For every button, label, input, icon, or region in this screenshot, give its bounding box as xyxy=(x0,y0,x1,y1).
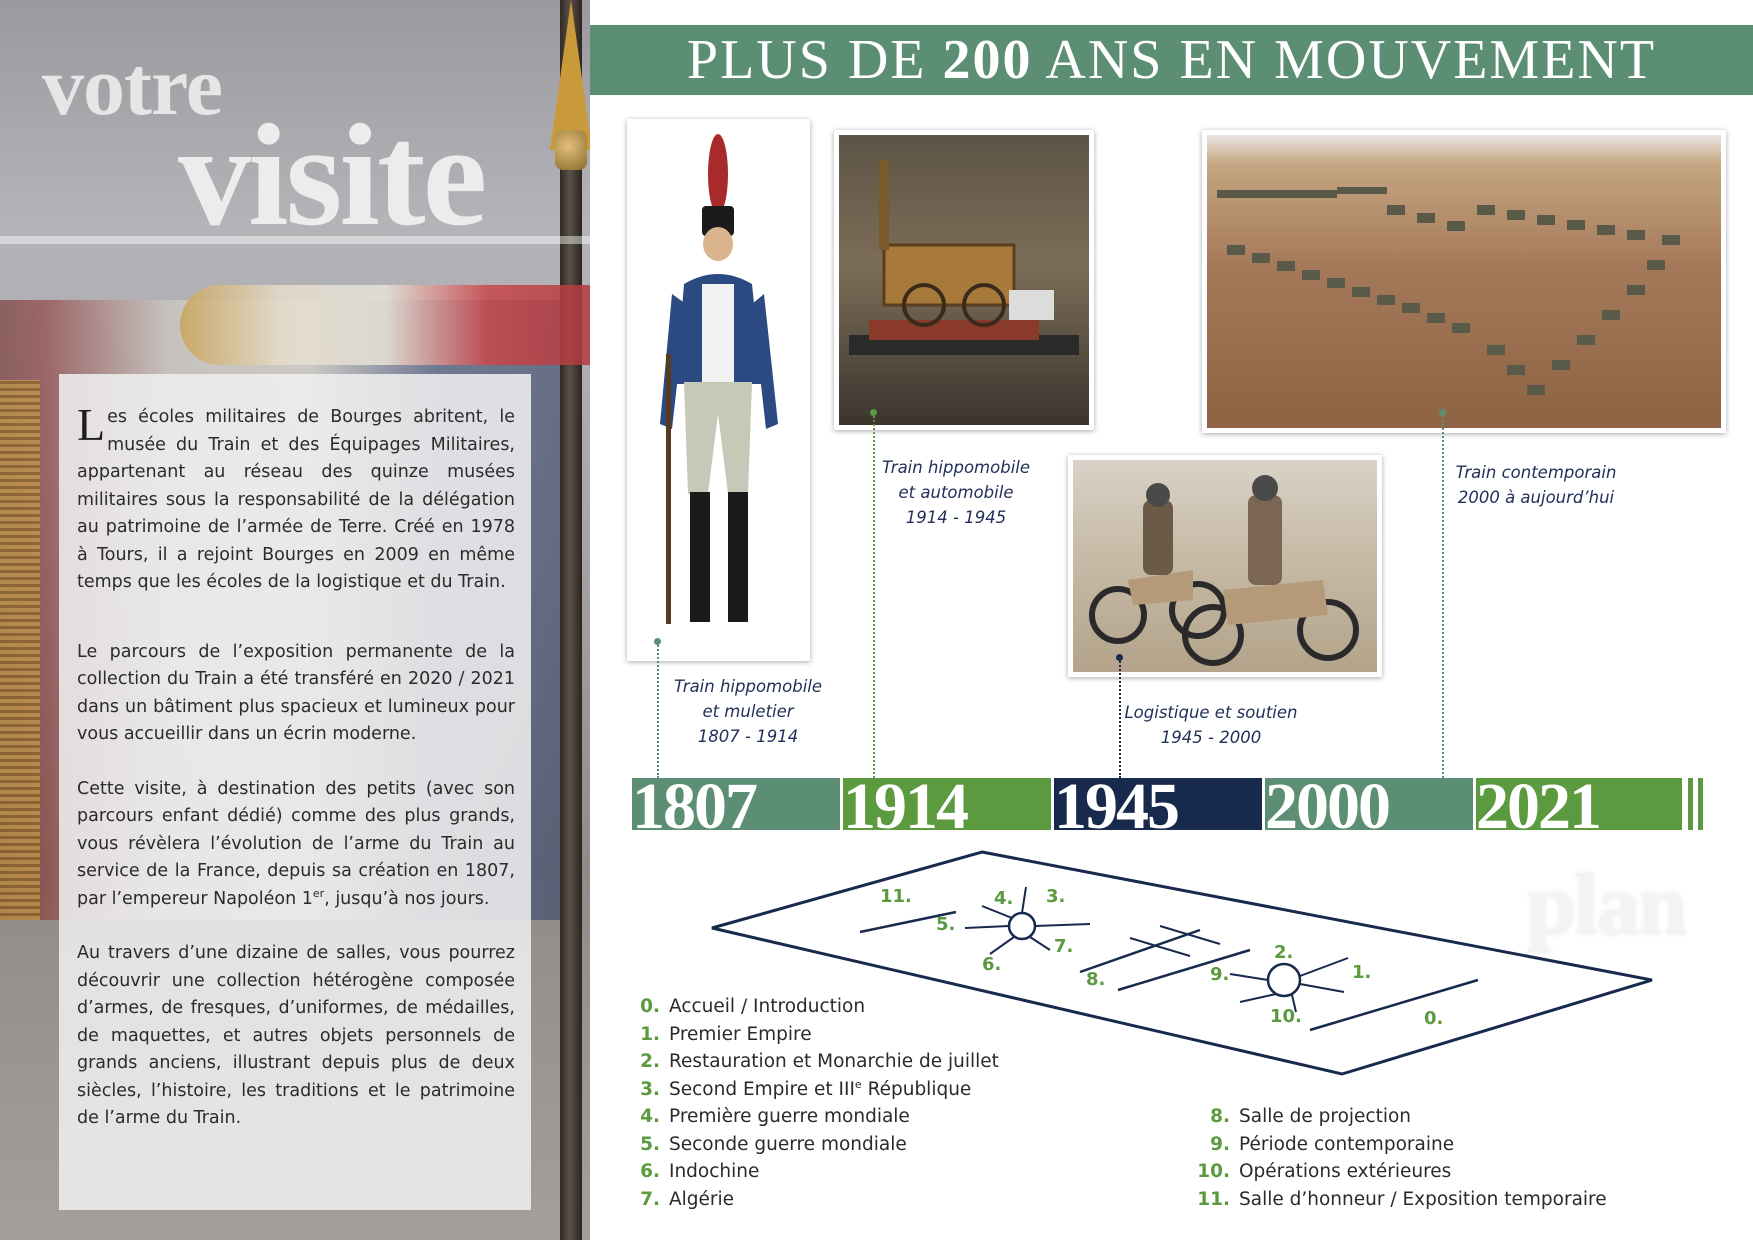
caption-1914-line-3: 1914 - 1945 xyxy=(905,508,1007,527)
caption-1807 xyxy=(663,674,833,749)
intro-paragraph-3-text: Cette visite, à destination des petits (avec son parcours enfant dédié) comme des plus grands, vous révèlera l’évolution de l’arme du Train au service de la France, depuis sa création en 1807, par l’empereur Napoléon 1 xyxy=(77,778,515,909)
caption-2000-line-1: Train contemporain xyxy=(1455,463,1617,482)
connector-1807 xyxy=(657,642,659,778)
legend-label: Première guerre mondiale xyxy=(669,1106,910,1127)
timeline-year-2021: 2021 xyxy=(1476,778,1600,830)
map-label-8: 8. xyxy=(1086,969,1106,990)
room-legend-right xyxy=(1190,1103,1607,1213)
connector-dot-1945 xyxy=(1116,654,1123,661)
caption-1914 xyxy=(870,455,1042,530)
photo-motorcycles xyxy=(1068,455,1382,677)
caption-1914-line-1: Train hippomobile xyxy=(881,458,1031,477)
pole-ring xyxy=(555,130,587,170)
header-banner xyxy=(590,25,1753,95)
caption-1807-line-2: et muletier xyxy=(702,702,794,721)
timeline xyxy=(632,778,1717,830)
map-label-10: 10. xyxy=(1270,1006,1302,1027)
legend-label-part: Second Empire et III xyxy=(669,1078,855,1100)
title-votre: votre xyxy=(42,40,223,133)
legend-num: 10. xyxy=(1197,1161,1230,1182)
truck-convoy-icon xyxy=(1207,135,1721,428)
intro-paragraph-1-text: es écoles militaires de Bourges abritent, le musée du Train et des Équipages Militaires, appartenant au réseau des quinze musées militaires sous la responsabilité de la délégation au patrimoine de l’armée de Terre. Créé en 1978 à Tours, il a rejoint Bourges en 2009 en même temps que les écoles de la logistique et du Train. xyxy=(77,407,515,592)
motorcycle-riders-icon xyxy=(1073,460,1377,672)
flag-fringe xyxy=(0,380,40,920)
legend-num: 5. xyxy=(640,1133,660,1155)
spear-tip-icon xyxy=(550,0,590,150)
banner-suffix: ANS EN MOUVEMENT xyxy=(1032,29,1657,91)
banner-prefix: PLUS DE xyxy=(686,29,943,91)
photo-convoy xyxy=(1202,130,1726,433)
intro-paragraph-4: Au travers d’une dizaine de salles, vous pourrez découvrir une collection hétérogène composée d’armes, de fresques, d’uniformes, de médailles, de maquettes, et autres objets personnels de grands anciens, illustrant depuis plus de deux siècles, l’histoire, les traditions et le patrimoine de l’arme du Train. xyxy=(77,943,515,1128)
connector-dot-2000 xyxy=(1439,409,1446,416)
map-label-2: 2. xyxy=(1274,942,1294,963)
timeline-segment-1914 xyxy=(843,778,1051,830)
legend-num: 9. xyxy=(1210,1133,1230,1155)
caption-1914-line-2: et automobile xyxy=(898,483,1014,502)
flag-pole xyxy=(560,0,582,1240)
map-label-5: 5. xyxy=(936,914,956,935)
legend-label: Salle d’honneur / Exposition temporaire xyxy=(1239,1188,1607,1210)
map-label-0: 0. xyxy=(1424,1008,1444,1029)
legend-num: 7. xyxy=(640,1188,660,1210)
timeline-year-1914: 1914 xyxy=(843,778,967,830)
legend-label: Premier Empire xyxy=(669,1023,812,1045)
map-label-7: 7. xyxy=(1054,936,1074,957)
timeline-year-2000: 2000 xyxy=(1265,778,1389,830)
intro-paragraph-3-end: , jusqu’à nos jours. xyxy=(324,888,490,909)
caption-1945-line-1: Logistique et soutien xyxy=(1124,703,1298,722)
locomotive-model-icon xyxy=(839,135,1089,425)
banner-number: 200 xyxy=(942,29,1033,91)
legend-label-part: République xyxy=(861,1078,972,1100)
legend-num: 4. xyxy=(640,1106,660,1127)
legend-label xyxy=(669,1076,971,1104)
intro-paragraph-2: Le parcours de l’exposition permanente de la collection du Train a été transféré en 2020 / 2021 dans un bâtiment plus spacieux et lumineux pour vous accueillir dans un écrin moderne. xyxy=(77,641,515,744)
intro-paragraph-3 xyxy=(77,776,515,914)
flag-cravate xyxy=(180,285,590,365)
intro-paragraph-1 xyxy=(77,399,515,597)
timeline-segment-2021 xyxy=(1476,778,1682,830)
legend-label: Seconde guerre mondiale xyxy=(669,1133,907,1155)
legend-item-10 xyxy=(1190,1158,1607,1186)
legend-item-7 xyxy=(632,1186,999,1214)
map-label-11: 11. xyxy=(880,886,912,907)
photo-soldier xyxy=(627,119,810,661)
legend-label-sup: e xyxy=(854,1077,862,1091)
connector-1945 xyxy=(1119,658,1121,778)
legend-item-0 xyxy=(632,993,999,1021)
legend-item-11 xyxy=(1190,1186,1607,1214)
map-label-6: 6. xyxy=(982,954,1002,975)
legend-num: 6. xyxy=(640,1161,660,1182)
legend-label: Accueil / Introduction xyxy=(669,996,866,1017)
intro-text-box xyxy=(59,374,531,1210)
map-label-9: 9. xyxy=(1210,964,1230,985)
legend-num: 1. xyxy=(640,1023,660,1045)
photo-locomotive xyxy=(834,130,1094,430)
timeline-segment-1945 xyxy=(1054,778,1262,830)
legend-label: Période contemporaine xyxy=(1239,1133,1455,1155)
caption-1807-line-3: 1807 - 1914 xyxy=(697,727,799,746)
legend-item-5 xyxy=(632,1131,999,1159)
soldier-figure-icon xyxy=(632,124,805,656)
timeline-year-1807: 1807 xyxy=(632,778,756,830)
legend-label: Indochine xyxy=(669,1161,760,1182)
map-label-3: 3. xyxy=(1046,886,1066,907)
legend-label: Algérie xyxy=(669,1188,735,1210)
caption-1807-line-1: Train hippomobile xyxy=(673,677,823,696)
legend-label: Salle de projection xyxy=(1239,1106,1412,1127)
left-panel xyxy=(0,0,590,1240)
legend-item-3 xyxy=(632,1076,999,1104)
connector-2000 xyxy=(1442,413,1444,778)
legend-num: 2. xyxy=(640,1051,660,1072)
timeline-year-1945: 1945 xyxy=(1054,778,1178,830)
timeline-end-tick-1 xyxy=(1688,778,1693,830)
legend-num: 3. xyxy=(640,1078,660,1100)
ordinal-sup: er xyxy=(312,886,325,900)
caption-1945-line-2: 1945 - 2000 xyxy=(1160,728,1262,747)
legend-num: 11. xyxy=(1197,1188,1230,1210)
plan-title: plan xyxy=(1527,857,1686,954)
title-visite: visite xyxy=(178,94,485,256)
connector-1914 xyxy=(873,413,875,778)
map-label-1: 1. xyxy=(1352,962,1372,983)
timeline-segment-2000 xyxy=(1265,778,1473,830)
legend-item-2 xyxy=(632,1048,999,1076)
legend-label: Opérations extérieures xyxy=(1239,1161,1452,1182)
legend-item-6 xyxy=(632,1158,999,1186)
legend-num: 8. xyxy=(1210,1106,1230,1127)
dropcap: L xyxy=(77,399,106,450)
banner-title xyxy=(687,28,1656,92)
caption-1945 xyxy=(1116,700,1306,750)
timeline-segment-1807 xyxy=(632,778,840,830)
legend-item-9 xyxy=(1190,1131,1607,1159)
legend-label: Restauration et Monarchie de juillet xyxy=(669,1051,999,1072)
connector-dot-1914 xyxy=(870,409,877,416)
caption-2000 xyxy=(1444,460,1628,510)
legend-num: 0. xyxy=(640,996,660,1017)
timeline-end-tick-2 xyxy=(1698,778,1703,830)
caption-2000-line-2: 2000 à aujourd’hui xyxy=(1457,488,1615,507)
room-legend-left xyxy=(632,993,999,1213)
legend-item-4 xyxy=(632,1103,999,1131)
map-label-4: 4. xyxy=(994,888,1014,909)
connector-dot-1807 xyxy=(654,638,661,645)
legend-item-8 xyxy=(1190,1103,1607,1131)
legend-item-1 xyxy=(632,1021,999,1049)
